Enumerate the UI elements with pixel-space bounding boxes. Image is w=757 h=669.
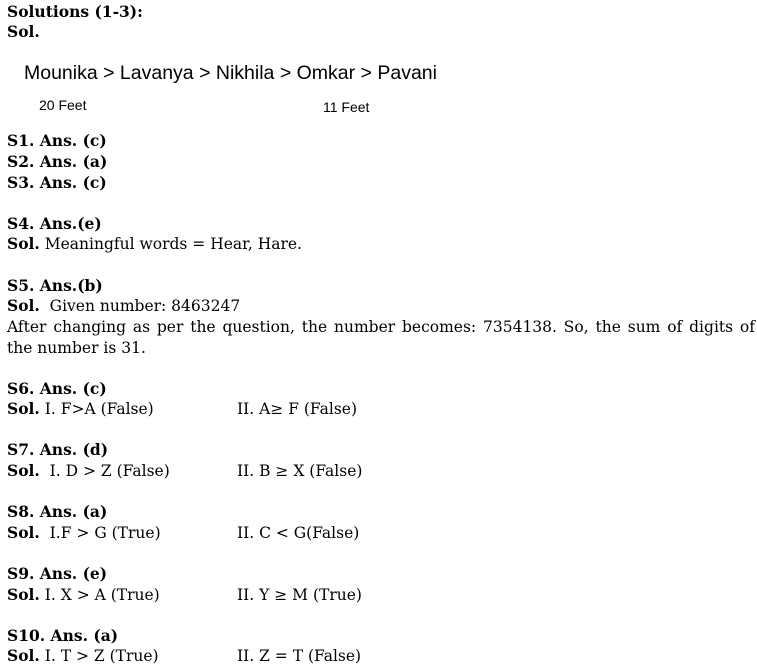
statement-i: I. T > Z (True) [39,647,159,665]
arrangement-order: Mounika > Lavanya > Nikhila > Omkar > Pavani [24,62,437,84]
sol-label: Sol. [7,646,40,665]
statement-i: I. X > A (True) [39,586,160,604]
left-distance-label: 20 Feet [39,97,87,113]
sol-label: Sol. [7,234,40,253]
solutions-heading: Solutions (1-3): [7,2,143,21]
answer-s2: S2. Ans. (a) [7,152,108,171]
solution-s7-i [7,461,170,481]
solution-s9-i [7,585,160,605]
solution-s6-ii: II. A≥ F (False) [237,400,358,418]
solution-text: Given number: 8463247 [39,297,241,315]
solution-s8-ii: II. C < G(False) [237,524,360,542]
sol-label: Sol. [7,585,40,604]
sol-label: Sol. [7,399,40,418]
solution-s10-i [7,646,159,666]
solution-s10-ii: II. Z = T (False) [237,647,362,665]
solution-s8-i [7,523,161,543]
statement-i: I.F > G (True) [39,524,161,542]
solution-s9-ii: II. Y ≥ M (True) [237,586,362,604]
answer-s3: S3. Ans. (c) [7,173,107,192]
solution-s7-ii: II. B ≥ X (False) [237,462,363,480]
sol-label: Sol. [7,461,40,480]
answer-s1: S1. Ans. (c) [7,131,107,150]
right-distance-label: 11 Feet [323,99,370,115]
answer-s9: S9. Ans. (e) [7,564,108,583]
sol-label: Sol. [7,296,40,315]
answer-s5: S5. Ans.(b) [7,276,103,295]
solution-s5-paragraph: After changing as per the question, the number becomes: 7354138. So, the sum of digits of the number is 31. [7,318,755,357]
solution-text: Meaningful words = Hear, Hare. [39,235,302,253]
solution-s6-i [7,399,154,419]
sol-label: Sol. [7,523,40,542]
sol-label: Sol. [7,22,40,41]
statement-i: I. D > Z (False) [39,462,170,480]
solution-s4 [7,234,302,254]
solution-s5 [7,296,240,316]
statement-i: I. F>A (False) [39,400,154,418]
answer-s8: S8. Ans. (a) [7,502,108,521]
answer-s4: S4. Ans.(e) [7,214,102,233]
answer-s10: S10. Ans. (a) [7,626,119,645]
answer-s7: S7. Ans. (d) [7,440,109,459]
answer-s6: S6. Ans. (c) [7,379,107,398]
